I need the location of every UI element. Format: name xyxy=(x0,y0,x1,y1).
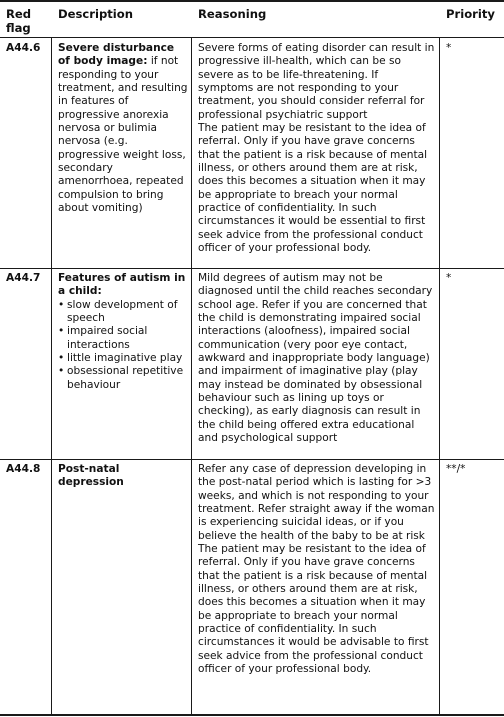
header-priority: Priority xyxy=(446,7,495,21)
reasoning-paragraph: The patient may be resistant to the idea of referral. Only if you have grave concerns that the patient is a risk because of mental illness, or others around them are at risk, does this becomes a situation when it may be appropriate to breach your normal practice of confidentiality. In such circumstances it would be advisable to first seek advice from the professional conduct officer of your professional body. xyxy=(198,543,429,676)
column-divider xyxy=(51,37,52,714)
column-divider xyxy=(191,37,192,714)
row-description-text: if not responding to your treatment, and resulting in features of progressive anorexia nervosa or bulimia nervosa (e.g. progressive weight loss, secondary amenorrhoea, repeated compulsion to bring about vomiting) xyxy=(58,55,188,215)
row-reasoning xyxy=(198,42,436,256)
reasoning-paragraph: Mild degrees of autism may not be diagnosed until the child reaches secondary school age. Refer if you are concerned that the child is demonstrating impaired social interactions (aloofness), impaired social communication (very poor eye contact, awkward and inappropriate body language) and impairment of imaginative play (play may instead be dominated by obsessional behaviour such as lining up toys or checking), as early diagnosis can result in the child being offered extra educational and psychological support xyxy=(198,272,433,445)
row-description xyxy=(58,272,188,392)
header-reasoning: Reasoning xyxy=(198,7,267,21)
row-reasoning xyxy=(198,463,436,677)
column-divider xyxy=(439,37,440,714)
row-reasoning xyxy=(198,272,436,445)
list-item: • impaired social interactions xyxy=(58,325,188,352)
table-top-rule xyxy=(0,0,504,2)
row-priority: **/* xyxy=(446,463,466,475)
row-code: A44.6 xyxy=(6,42,41,54)
row-priority: * xyxy=(446,42,452,54)
row-title: Post-natal depression xyxy=(58,463,124,489)
row-code: A44.8 xyxy=(6,463,41,475)
row-description xyxy=(58,42,188,215)
row-divider xyxy=(0,268,504,269)
header-bottom-rule xyxy=(0,37,504,38)
row-title: Severe disturbance of body image: xyxy=(58,42,175,68)
list-item: • slow development of speech xyxy=(58,299,188,326)
row-code: A44.7 xyxy=(6,272,41,284)
reasoning-paragraph: Severe forms of eating disorder can result in progressive ill-health, which can be so severe as to be life-threatening. If symptoms are not responding to your treatment, you should consider referral for professional psychiatric support xyxy=(198,42,435,121)
row-divider xyxy=(0,459,504,460)
header-description: Description xyxy=(58,7,133,21)
list-item: • obsessional repetitive behaviour xyxy=(58,365,188,392)
reasoning-paragraph: Refer any case of depression developing in the post-natal period which is lasting for >3 weeks, and which is not responding to your treatment. Refer straight away if the woman is experiencing suicidal ideas, or if you believe the health of the baby to be at risk xyxy=(198,463,435,542)
feature-list xyxy=(58,299,188,392)
reasoning-paragraph: The patient may be resistant to the idea of referral. Only if you have grave concerns that the patient is a risk because of mental illness, or others around them are at risk, does this becomes a situation when it may be appropriate to breach your normal practice of confidentiality. In such circumstances it would be essential to first seek advice from the professional conduct officer of your professional body. xyxy=(198,122,428,255)
list-item: • little imaginative play xyxy=(58,352,188,365)
row-priority: * xyxy=(446,272,452,284)
row-title: Features of autism in a child: xyxy=(58,272,186,298)
table-bottom-rule xyxy=(0,714,504,716)
header-red-flag: Red flag xyxy=(6,7,32,35)
